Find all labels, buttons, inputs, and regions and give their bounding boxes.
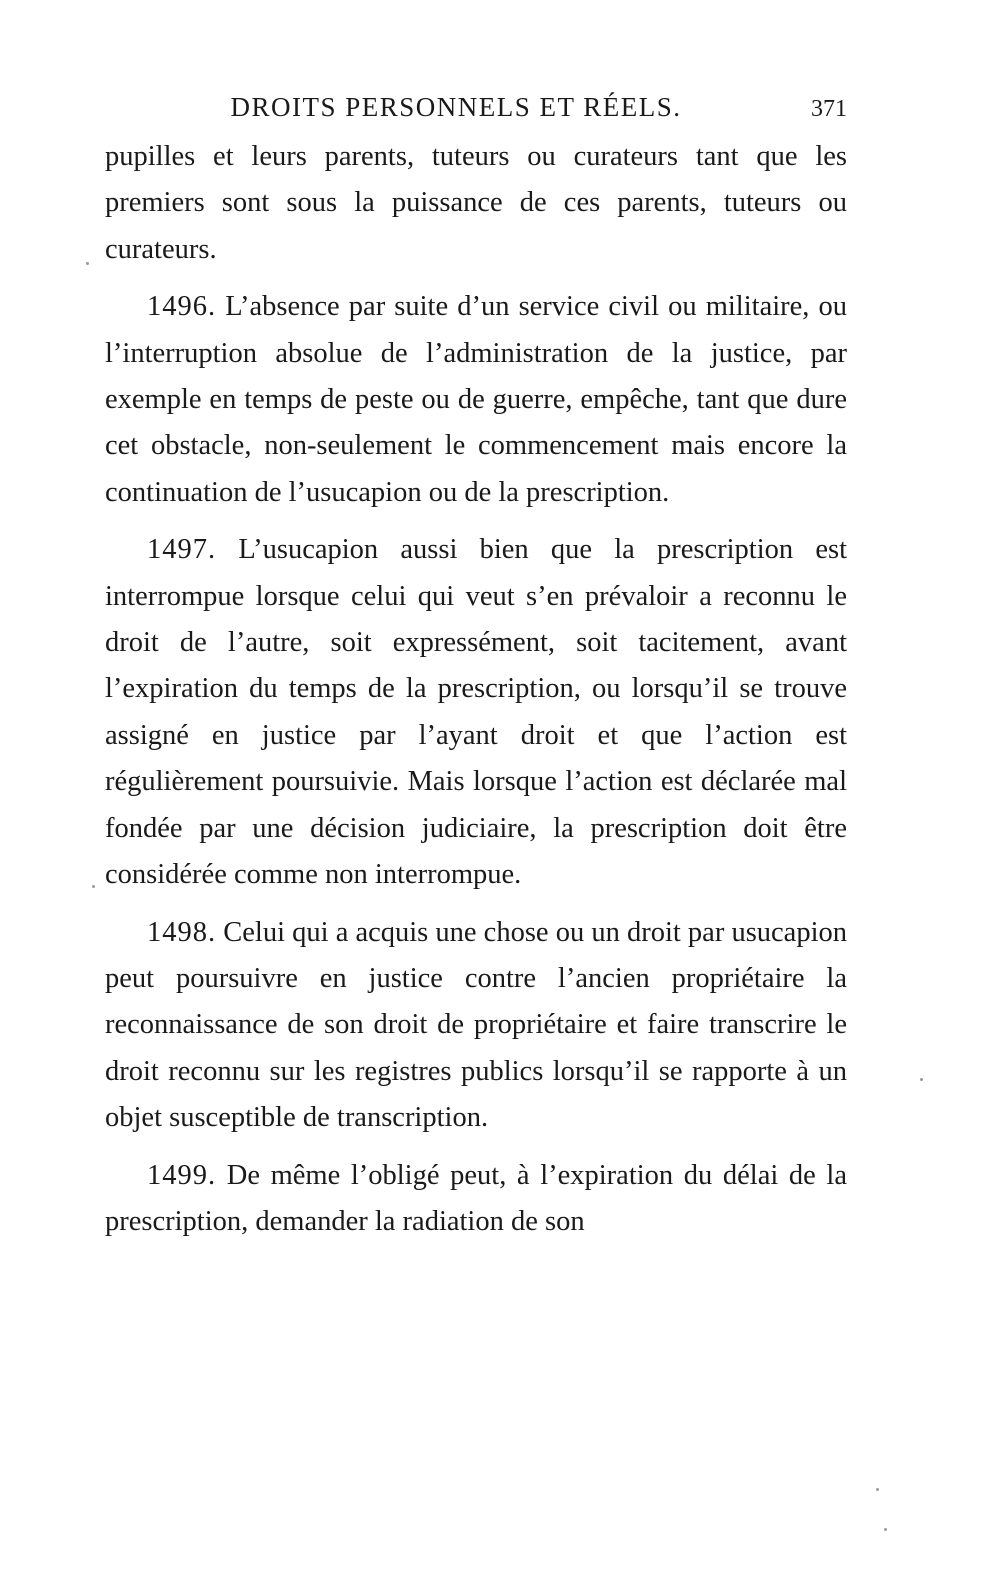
- print-speck: [884, 1528, 887, 1531]
- running-title: DROITS PERSONNELS ET RÉELS.: [230, 92, 682, 122]
- article-1498: [105, 910, 847, 1142]
- paragraph-text: L’usucapion aussi bien que la prescription est interrompue lorsque celui qui veut s’en prévaloir a reconnu le droit de l’autre, soit expressément, soit tacitement, avant l’expiration du temps de la prescription, ou lorsqu’il se trouve assigné en justice par l’ayant droit et que l’action est régulièrement poursuivie. Mais lorsque l’action est déclarée mal fondée par une décision judiciaire, la prescription doit être considérée comme non interrompue.: [105, 534, 848, 891]
- article-number: 1497.: [147, 534, 217, 566]
- paragraph-continuation: [105, 134, 847, 273]
- article-1499: [105, 1153, 847, 1246]
- article-number: 1496.: [147, 291, 217, 323]
- book-page: [105, 88, 847, 1256]
- article-number: 1499.: [147, 1159, 217, 1191]
- article-number: 1498.: [147, 916, 217, 948]
- running-head: [105, 88, 847, 134]
- page-number: 371: [811, 96, 847, 122]
- paragraph-text: pupilles et leurs parents, tuteurs ou curateurs tant que les premiers sont sous la puissance de ces parents, tuteurs ou curateurs.: [105, 141, 847, 265]
- print-speck: [86, 262, 89, 265]
- paragraph-text: Celui qui a acquis une chose ou un droit par usucapion peut poursuivre en justice contre l’ancien propriétaire la reconnaissance de son droit de propriétaire et faire transcrire le droit reconnu sur les registres publics lorsqu’il se rapporte à un objet susceptible de transcription.: [105, 916, 847, 1134]
- print-speck: [92, 885, 95, 888]
- paragraph-text: L’absence par suite d’un service civil ou militaire, ou l’interruption absolue de l’administration de la justice, par exemple en temps de peste ou de guerre, empêche, tant que dure cet obstacle, non-seulement le commencement mais encore la continuation de l’usucapion ou de la prescription.: [105, 291, 847, 508]
- article-1497: [105, 527, 847, 898]
- print-speck: [876, 1488, 879, 1491]
- paragraph-text: De même l’obligé peut, à l’expiration du délai de la prescription, demander la radiation de son: [105, 1159, 847, 1237]
- print-speck: [920, 1078, 923, 1081]
- article-1496: [105, 284, 847, 516]
- body-text: [105, 134, 847, 1245]
